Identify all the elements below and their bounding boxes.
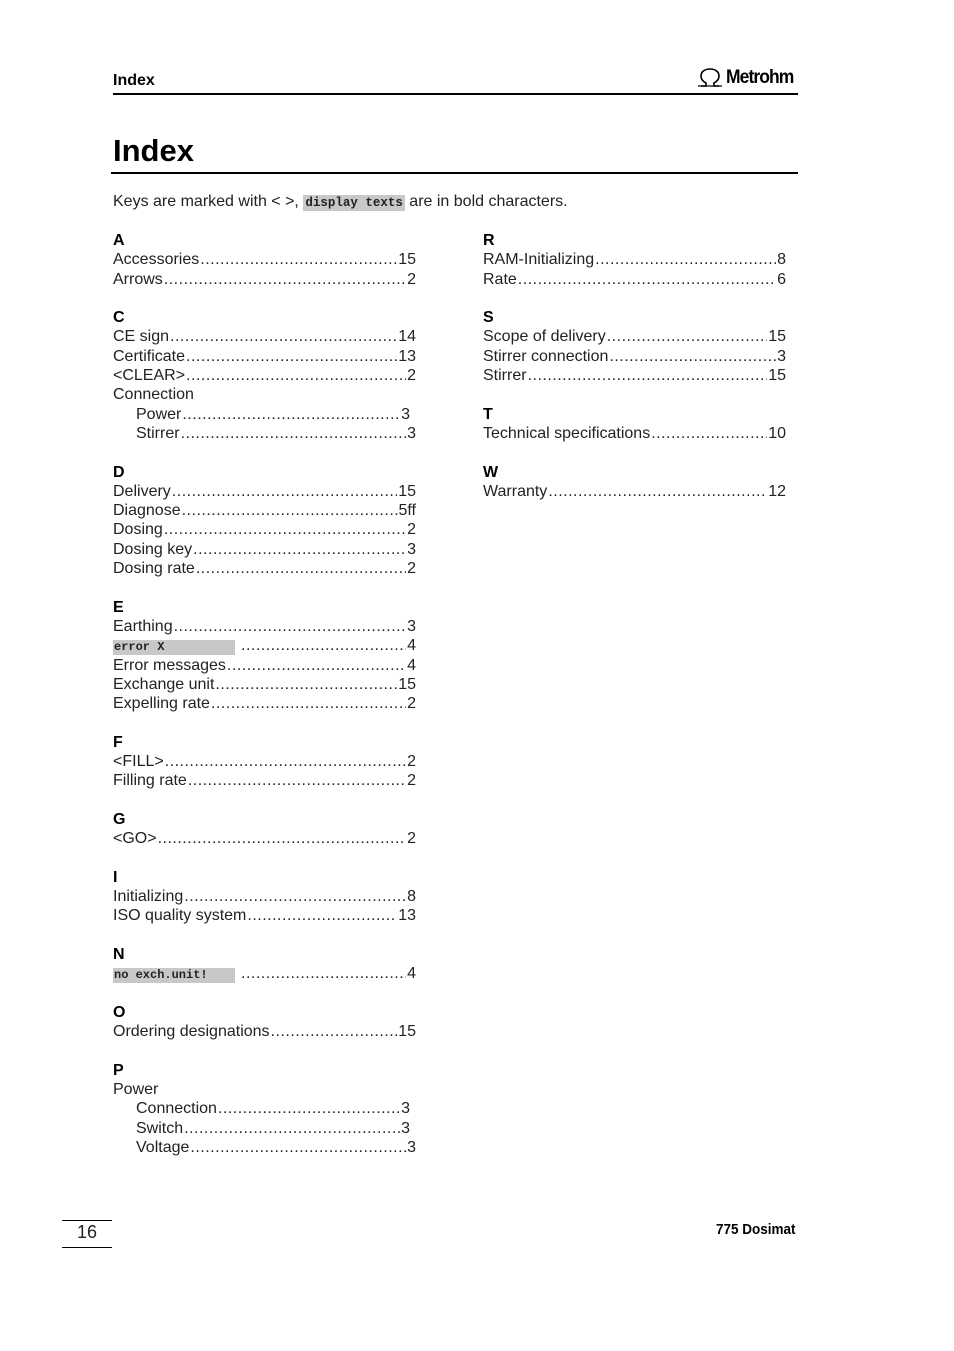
index-entry-page: 3	[407, 424, 416, 442]
brand-name: Metrohm	[726, 67, 794, 88]
index-entry-term: Voltage	[136, 1138, 190, 1156]
index-entry-page: 3	[401, 1100, 410, 1118]
index-entry-term: Power	[136, 405, 182, 423]
intro-text	[113, 193, 568, 211]
dot-leader	[227, 656, 406, 675]
index-entry	[113, 250, 416, 269]
dot-leader	[651, 424, 767, 443]
index-entry-term: Rate	[483, 270, 517, 288]
index-entry-page: 15	[398, 251, 416, 269]
index-entry-page: 10	[768, 424, 786, 442]
dot-leader	[188, 771, 406, 790]
index-entry-term: Delivery	[113, 482, 171, 500]
index-entry-page: 2	[407, 367, 416, 385]
index-entry-term: no exch.unit!	[113, 968, 235, 983]
index-entry-page: 4	[407, 656, 416, 674]
index-entry	[483, 270, 786, 289]
index-entry	[113, 1119, 410, 1138]
index-entry-page: 15	[768, 328, 786, 346]
index-entry-page: 13	[398, 907, 416, 925]
index-entry-term: RAM-Initializing	[483, 251, 595, 269]
index-entry-page: 2	[407, 560, 416, 578]
page-title: Index	[113, 133, 194, 168]
index-letter: N	[113, 945, 125, 963]
index-entry-term: CE sign	[113, 328, 170, 346]
index-group	[113, 868, 416, 926]
dot-leader	[607, 327, 767, 346]
dot-leader	[518, 270, 776, 289]
index-group	[113, 1061, 416, 1157]
index-entry	[113, 405, 410, 424]
dot-leader	[528, 366, 768, 385]
index-entry-page: 3	[777, 347, 786, 365]
index-entry	[113, 906, 416, 925]
index-entry-term: Scope of delivery	[483, 328, 606, 346]
dot-leader	[271, 1022, 398, 1041]
index-entry-term: Dosing key	[113, 540, 193, 558]
index-entry	[113, 617, 416, 636]
footer-rule	[62, 1247, 112, 1248]
index-entry-term: Technical specifications	[483, 424, 651, 442]
dot-leader	[548, 482, 767, 501]
index-entry	[113, 482, 416, 501]
dot-leader	[190, 1138, 406, 1157]
index-entry	[113, 347, 416, 366]
index-entry	[113, 501, 416, 520]
index-entry	[483, 250, 786, 269]
footer-rule	[62, 1220, 112, 1221]
index-entry	[113, 771, 416, 790]
index-entry-page: 4	[407, 965, 416, 983]
index-entry-page: 15	[768, 367, 786, 385]
index-entry-term: Dosing	[113, 521, 163, 539]
dot-leader	[186, 347, 397, 366]
index-entry	[483, 366, 786, 385]
dot-leader	[174, 617, 407, 636]
index-group	[483, 463, 786, 502]
index-entry-page: 4	[407, 637, 416, 655]
index-entry-page: 2	[407, 695, 416, 713]
index-letter: R	[483, 232, 495, 249]
index-entry-term: Accessories	[113, 251, 200, 269]
index-entry-term: Exchange unit	[113, 675, 215, 693]
dot-leader	[241, 636, 406, 655]
index-letter: T	[483, 405, 493, 423]
dot-leader	[164, 520, 406, 539]
index-entry-term: Stirrer	[483, 367, 527, 385]
dot-leader	[184, 887, 406, 906]
index-entry-page: 15	[398, 1023, 416, 1041]
index-entry-page: 2	[407, 830, 416, 848]
metrohm-logo	[697, 67, 799, 89]
index-entry	[113, 327, 416, 346]
index-entry-term: <GO>	[113, 830, 157, 848]
index-entry-page: 2	[407, 753, 416, 771]
index-group	[113, 810, 416, 849]
index-letter: P	[113, 1061, 124, 1079]
index-entry-term: Certificate	[113, 347, 186, 365]
index-entry	[483, 327, 786, 346]
index-entry-page: 2	[407, 270, 416, 288]
intro-before: Keys are marked with < >,	[113, 193, 299, 210]
index-entry-page: 6	[777, 270, 786, 288]
index-entry-term: Switch	[136, 1119, 184, 1137]
index-entry	[113, 675, 416, 694]
index-entry	[113, 656, 416, 675]
index-entry-page: 2	[407, 521, 416, 539]
index-entry-page: 3	[407, 617, 416, 635]
product-name: 775 Dosimat	[716, 1221, 796, 1238]
index-group	[483, 405, 786, 444]
index-entry-term: Ordering designations	[113, 1023, 270, 1041]
index-entry	[113, 520, 416, 539]
index-group	[483, 308, 786, 385]
omega-logo-icon	[697, 67, 723, 89]
index-group	[483, 231, 786, 289]
dot-leader	[247, 906, 397, 925]
display-text-sample: display texts	[305, 196, 403, 210]
index-entry-page: 14	[398, 328, 416, 346]
index-letter: I	[113, 868, 118, 886]
dot-leader	[182, 501, 398, 520]
index-entry-term: Expelling rate	[113, 695, 210, 713]
index-entry	[483, 347, 786, 366]
dot-leader	[184, 1119, 400, 1138]
index-entry	[113, 694, 416, 713]
index-entry-term: error X	[113, 640, 235, 655]
index-entry	[113, 270, 416, 289]
dot-leader	[215, 675, 397, 694]
dot-leader	[200, 250, 397, 269]
index-entry	[113, 829, 416, 848]
index-letter: D	[113, 463, 125, 481]
index-entry-page: 12	[768, 482, 786, 500]
index-column-right	[483, 231, 786, 520]
index-entry-term: Earthing	[113, 617, 173, 635]
index-letter: E	[113, 598, 124, 616]
dot-leader	[609, 347, 776, 366]
dot-leader	[164, 270, 406, 289]
index-entry-term: ISO quality system	[113, 907, 247, 925]
header-rule	[113, 93, 798, 95]
index-entry	[113, 424, 416, 443]
index-group	[113, 1003, 416, 1042]
index-group	[113, 945, 416, 984]
index-entry-term: Warranty	[483, 482, 548, 500]
index-group	[113, 598, 416, 714]
index-entry-page: 3	[401, 1119, 410, 1137]
index-group	[113, 463, 416, 579]
index-entry	[113, 540, 416, 559]
index-entry-term: Filling rate	[113, 772, 187, 790]
index-entry-page: 2	[407, 772, 416, 790]
index-letter: G	[113, 810, 126, 828]
index-entry-page: 3	[401, 405, 410, 423]
index-entry-page: 8	[407, 888, 416, 906]
dot-leader	[196, 559, 406, 578]
index-entry	[113, 752, 416, 771]
index-entry	[113, 636, 416, 655]
index-entry	[113, 559, 416, 578]
index-letter: A	[113, 232, 125, 249]
index-entry	[113, 1022, 416, 1041]
index-group	[113, 733, 416, 791]
index-column-left	[113, 231, 416, 1177]
index-group	[113, 231, 416, 289]
dot-leader	[218, 1099, 400, 1118]
dot-leader	[241, 964, 406, 983]
index-entry	[113, 964, 416, 983]
dot-leader	[595, 250, 776, 269]
index-letter: W	[483, 463, 499, 481]
index-entry	[113, 366, 416, 385]
page-number: 16	[76, 1222, 98, 1242]
dot-leader	[181, 424, 407, 443]
index-entry-page: 5ff	[398, 502, 416, 520]
index-entry-page: 15	[398, 482, 416, 500]
index-entry-page: 13	[398, 347, 416, 365]
index-entry	[113, 385, 416, 404]
index-entry-term: Diagnose	[113, 502, 181, 520]
index-letter: S	[483, 309, 494, 327]
index-entry-term: Connection	[136, 1100, 217, 1118]
index-entry	[483, 424, 786, 443]
header-section-title: Index	[113, 72, 155, 89]
intro-after: are in bold characters.	[409, 193, 568, 210]
index-entry-term: Error messages	[113, 656, 226, 674]
index-letter: O	[113, 1003, 126, 1021]
dot-leader	[165, 752, 406, 771]
dot-leader	[172, 482, 397, 501]
index-entry-term: Dosing rate	[113, 560, 195, 578]
index-entry	[113, 1138, 416, 1157]
index-entry-term: Connection	[113, 386, 194, 404]
index-entry-term: Initializing	[113, 888, 184, 906]
dot-leader	[186, 366, 406, 385]
index-entry	[113, 1099, 410, 1118]
dot-leader	[182, 405, 400, 424]
index-entry-page: 8	[777, 251, 786, 269]
index-entry-page: 3	[407, 540, 416, 558]
index-entry-term: Stirrer	[136, 424, 180, 442]
title-rule	[111, 172, 798, 174]
index-entry-page: 3	[407, 1138, 416, 1156]
index-entry-term: <FILL>	[113, 753, 164, 771]
index-entry-term: <CLEAR>	[113, 367, 186, 385]
index-entry	[113, 1080, 416, 1099]
dot-leader	[158, 829, 407, 848]
index-entry-term: Arrows	[113, 270, 163, 288]
index-letter: C	[113, 309, 125, 327]
index-entry-term: Power	[113, 1081, 159, 1099]
dot-leader	[211, 694, 406, 713]
index-entry-term: Stirrer connection	[483, 347, 609, 365]
dot-leader	[170, 327, 397, 346]
dot-leader	[193, 540, 406, 559]
index-entry	[113, 887, 416, 906]
index-group	[113, 308, 416, 443]
index-entry-page: 15	[398, 675, 416, 693]
index-entry	[483, 482, 786, 501]
index-letter: F	[113, 733, 123, 751]
